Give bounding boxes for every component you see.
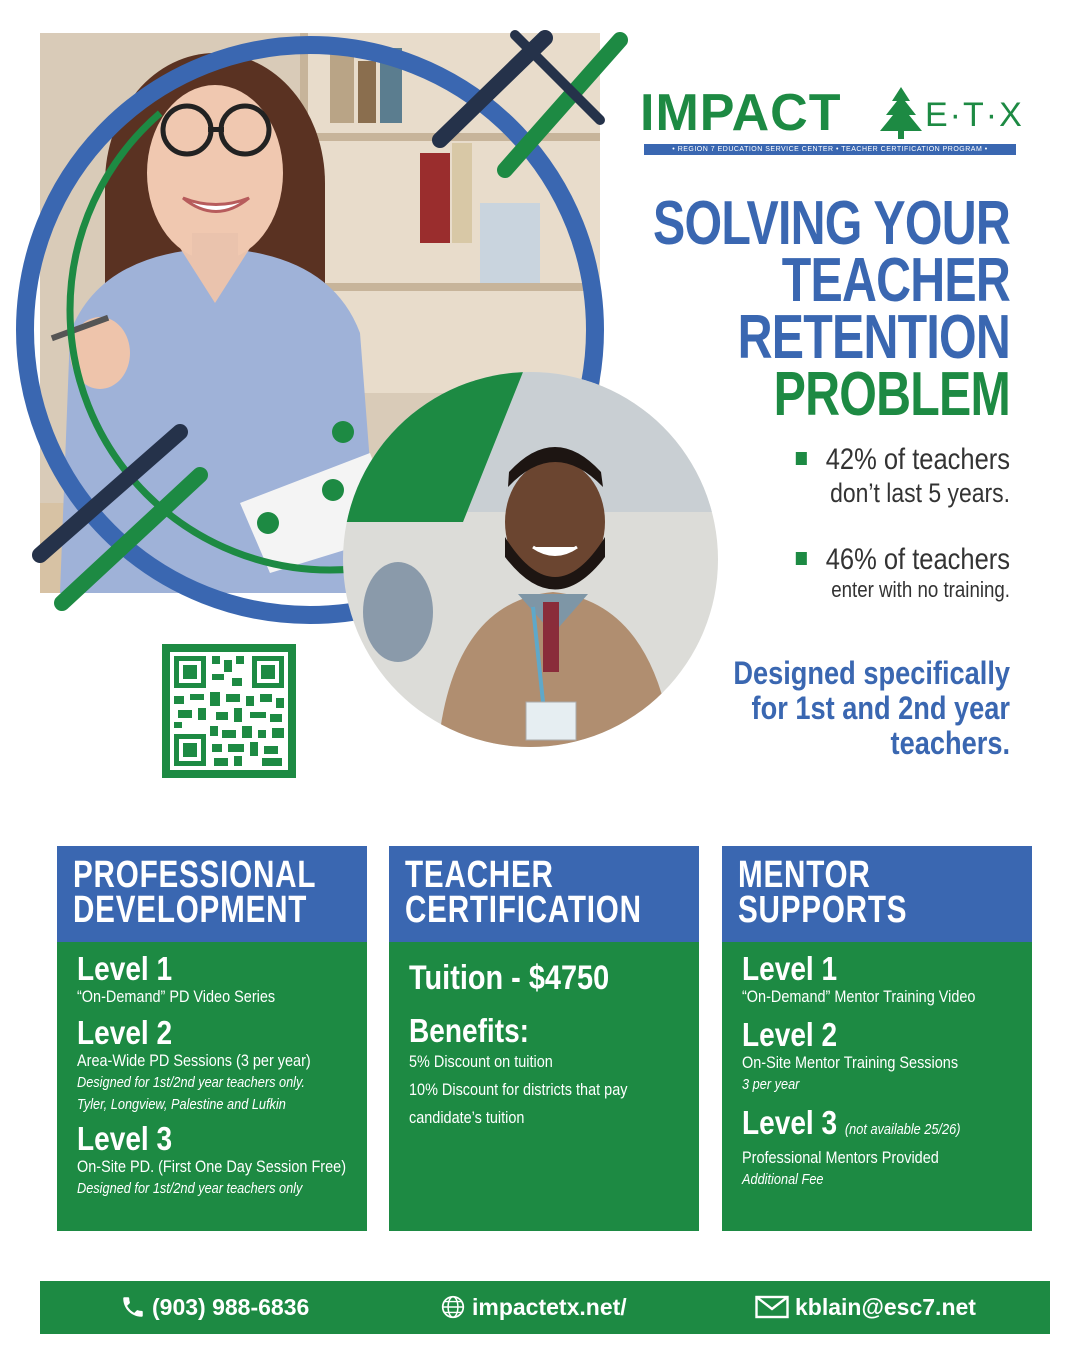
level-2-note: Designed for 1st/2nd year teachers only. [77,1074,305,1091]
panel-header [389,846,699,942]
globe-icon [440,1294,466,1320]
panel-title-line-1: TEACHER [405,854,554,896]
qr-code[interactable] [162,644,296,778]
level-3-note: Designed for 1st/2nd year teachers only [77,1180,303,1197]
bullet-square-icon [796,552,807,565]
impact-etx-logo [640,84,1024,160]
email-address: kblain@esc7.net [795,1294,976,1320]
stat-2-sub: enter with no training. [831,577,1010,602]
designed-line-1: Designed specifically [733,655,1010,691]
level-2-desc: On-Site Mentor Training Sessions [742,1053,959,1072]
contact-footer [40,1281,1050,1334]
stat-retention [690,443,1010,509]
logo-wordmark: IMPACT [640,84,842,142]
level-2-heading: Level 2 [77,1014,173,1051]
panel-header [57,846,367,942]
level-3-heading: Level 3 [742,1104,838,1141]
level-1-heading: Level 1 [742,950,838,987]
website-link[interactable] [440,1281,627,1334]
panel-title-line-2: SUPPORTS [738,889,908,931]
level-3-desc: On-Site PD. (First One Day Session Free) [77,1157,347,1176]
stat-1-sub: don’t last 5 years. [830,478,1010,508]
level-2-heading: Level 2 [742,1016,838,1053]
panel-mentor-supports [722,846,1032,1231]
level-1-desc: “On-Demand” Mentor Training Video [742,987,976,1006]
phone-contact[interactable] [120,1281,309,1334]
designed-line-2: for 1st and 2nd year [751,690,1010,726]
panel-body [57,942,367,1231]
envelope-icon [755,1295,789,1319]
bullet-square-icon [796,452,807,465]
benefits-heading: Benefits: [409,1012,530,1049]
benefit-2: 10% Discount for districts that pay [409,1080,628,1099]
stat-training [690,543,1010,603]
level-2-locations: Tyler, Longview, Palestine and Lufkin [77,1096,286,1113]
mentor-photo [343,372,718,747]
panel-header [722,846,1032,942]
headline-line-2: TEACHER RETENTION [737,246,1010,372]
panel-title-line-1: PROFESSIONAL [73,854,317,896]
designed-for-text [704,656,1010,761]
panel-title-line-2: CERTIFICATION [405,889,642,931]
panel-title-line-2: DEVELOPMENT [73,889,308,931]
panel-teacher-certification [389,846,699,1231]
website-url: impactetx.net/ [472,1294,627,1320]
headline [651,189,1010,429]
stat-1-main: 42% of teachers [825,443,1010,476]
panel-body [722,942,1032,1231]
designed-line-3: teachers. [890,725,1010,761]
panel-body [389,942,699,1231]
email-link[interactable] [755,1281,976,1334]
level-3-desc: Professional Mentors Provided [742,1148,939,1167]
logo-tagline: • REGION 7 EDUCATION SERVICE CENTER • TEACHER CERTIFICATION PROGRAM • [644,144,1016,155]
tuition-price: Tuition - $4750 [409,959,610,997]
level-3-heading: Level 3 [77,1120,173,1157]
level-2-note: 3 per year [742,1076,800,1093]
phone-icon [120,1294,146,1320]
logo-suffix: E·T·X [925,96,1024,134]
level-3-note: Additional Fee [742,1171,824,1188]
benefit-1: 5% Discount on tuition [409,1052,553,1071]
level-2-desc: Area-Wide PD Sessions (3 per year) [77,1051,311,1070]
panel-professional-development [57,846,367,1231]
phone-number: (903) 988-6836 [152,1294,310,1320]
panel-title-line-1: MENTOR [738,854,871,896]
stat-2-main: 46% of teachers [825,543,1010,576]
level-1-heading: Level 1 [77,950,173,987]
headline-line-1: SOLVING YOUR [653,189,1010,258]
level-1-desc: “On-Demand” PD Video Series [77,987,276,1006]
pine-tree-icon [878,85,924,141]
benefit-3: candidate’s tuition [409,1108,525,1127]
headline-line-3: PROBLEM [773,360,1010,429]
level-3-availability: (not available 25/26) [844,1121,961,1138]
